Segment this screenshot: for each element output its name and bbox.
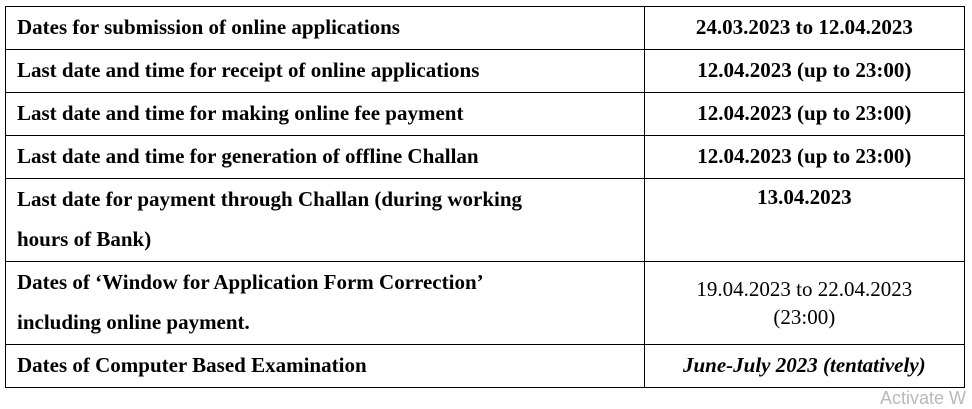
table-row: [6, 179, 965, 262]
event-cell: [6, 179, 645, 262]
table-row: [6, 50, 965, 93]
table-row: [6, 7, 965, 50]
event-label: Last date and time for making online fee payment: [17, 101, 464, 125]
event-label: Last date and time for generation of offline Challan: [17, 144, 479, 168]
date-value: 24.03.2023 to 12.04.2023: [695, 15, 913, 39]
event-cell: [6, 7, 645, 50]
activate-windows-watermark: Activate W: [880, 388, 967, 408]
event-label-line2: including online payment.: [17, 310, 250, 334]
schedule-table: [5, 6, 965, 388]
event-label-line2: hours of Bank): [17, 227, 152, 251]
date-cell: [644, 345, 964, 388]
date-cell: [644, 136, 964, 179]
event-label: Last date and time for receipt of online applications: [17, 58, 480, 82]
event-cell: [6, 93, 645, 136]
date-value: June-July 2023 (tentatively): [683, 353, 926, 377]
date-value-line2: (23:00): [773, 305, 836, 329]
date-cell: [644, 93, 964, 136]
date-cell: [644, 7, 964, 50]
date-value: 12.04.2023 (up to 23:00): [697, 58, 912, 82]
date-value: 12.04.2023 (up to 23:00): [697, 144, 912, 168]
date-cell: [644, 50, 964, 93]
date-value: 12.04.2023 (up to 23:00): [697, 101, 912, 125]
event-cell: [6, 262, 645, 345]
table-row: [6, 345, 965, 388]
event-cell: [6, 136, 645, 179]
date-value: 13.04.2023: [757, 185, 852, 209]
table-row: [6, 136, 965, 179]
event-label-line1: Dates of ‘Window for Application Form Correction’: [17, 270, 484, 294]
event-label: Dates of Computer Based Examination: [17, 353, 367, 377]
event-label-line1: Last date for payment through Challan (during working: [17, 187, 523, 211]
event-cell: [6, 345, 645, 388]
date-cell: [644, 262, 964, 345]
event-cell: [6, 50, 645, 93]
table-row: [6, 93, 965, 136]
table-row: [6, 262, 965, 345]
date-cell: [644, 179, 964, 262]
date-value-line1: 19.04.2023 to 22.04.2023: [696, 277, 913, 301]
event-label: Dates for submission of online applications: [17, 15, 400, 39]
